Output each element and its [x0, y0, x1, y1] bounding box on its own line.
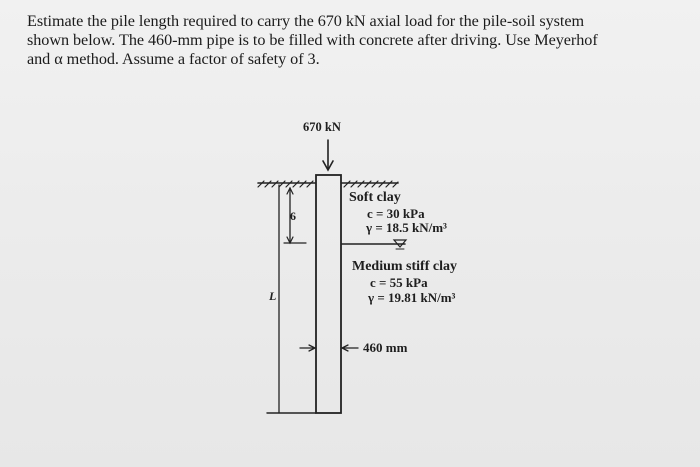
- load-label: 670 kN: [303, 120, 341, 134]
- diameter-label: 460 mm: [363, 340, 408, 355]
- ground-hatch-right: [344, 181, 398, 187]
- layer2-cohesion: c = 55 kPa: [370, 275, 428, 290]
- layer1-unit-weight: γ = 18.5 kN/m³: [366, 220, 447, 235]
- layer1-cohesion: c = 30 kPa: [367, 206, 425, 221]
- problem-line: and α method. Assume a factor of safety of 3.: [27, 50, 320, 68]
- pile-shaft: [316, 175, 341, 413]
- ground-hatch-left: [258, 181, 313, 187]
- layer2-name: Medium stiff clay: [352, 259, 457, 274]
- dimension-top-layer-label: 6: [290, 209, 296, 223]
- problem-line: Estimate the pile length required to carry the 670 kN axial load for the pile-soil system: [27, 12, 585, 30]
- layer2-unit-weight: γ = 19.81 kN/m³: [368, 290, 456, 305]
- problem-line: shown below. The 460-mm pipe is to be filled with concrete after driving. Use Meyerhof: [27, 31, 598, 49]
- dimension-length-label: L: [269, 289, 277, 303]
- layer1-name: Soft clay: [349, 190, 401, 205]
